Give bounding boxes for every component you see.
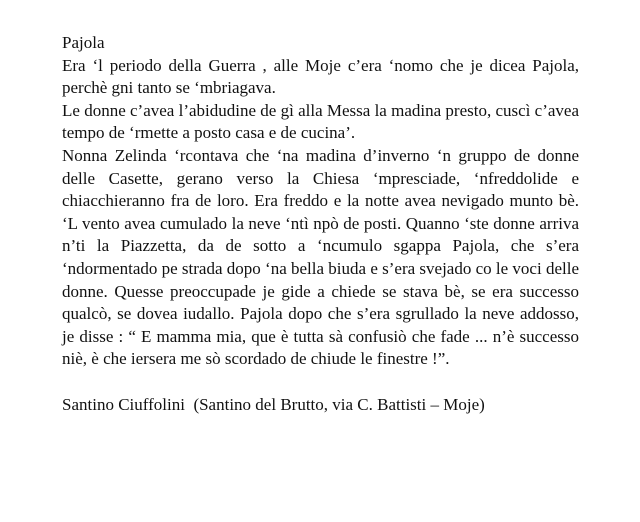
paragraph-mass: Le donne c’avea l’abidudine de gì alla Messa la madina presto, cuscì c’avea tempo de ‘rmette a posto casa e de cucina’.	[62, 100, 579, 143]
paragraph-story: Nonna Zelinda ‘rcontava che ‘na madina d’inverno ‘n gruppo de donne delle Casette, gerano verso la Chiesa ‘mpresciade, ‘nfreddolide e chiacchieranno fra de loro. Era freddo e la notte avea nevigado munto bè. ‘L vento avea cumulado la neve ‘ntì npò de posti. Quanno ‘ste donne arriva n’ti la Piazzetta, da de sotto a ‘ncumulo sgappa Pajola, che s’era ‘ndormentado pe strada dopo ‘na bella biuda e s’era svejado co le voci delle donne. Quesse preoccupade je gide a chiede se stava bè, se era successo qualcò, se dovea iudallo. Pajola dopo che s’era sgrullado la neve addosso, je disse : “ E mamma mia, que è tutta sà confusiò che fade ... n’è successo niè, è che iersera me sò scordado de chiude le finestre !”.	[62, 145, 579, 369]
document-page	[62, 32, 579, 416]
paragraph-intro: Era ‘l periodo della Guerra , alle Moje c’era ‘nomo che je dicea Pajola, perchè gni tanto se ‘mbriagava.	[62, 55, 579, 98]
blank-line	[62, 371, 579, 394]
story-title: Pajola	[62, 33, 105, 52]
author-signature: Santino Ciuffolini (Santino del Brutto, via C. Battisti – Moje)	[62, 394, 485, 414]
